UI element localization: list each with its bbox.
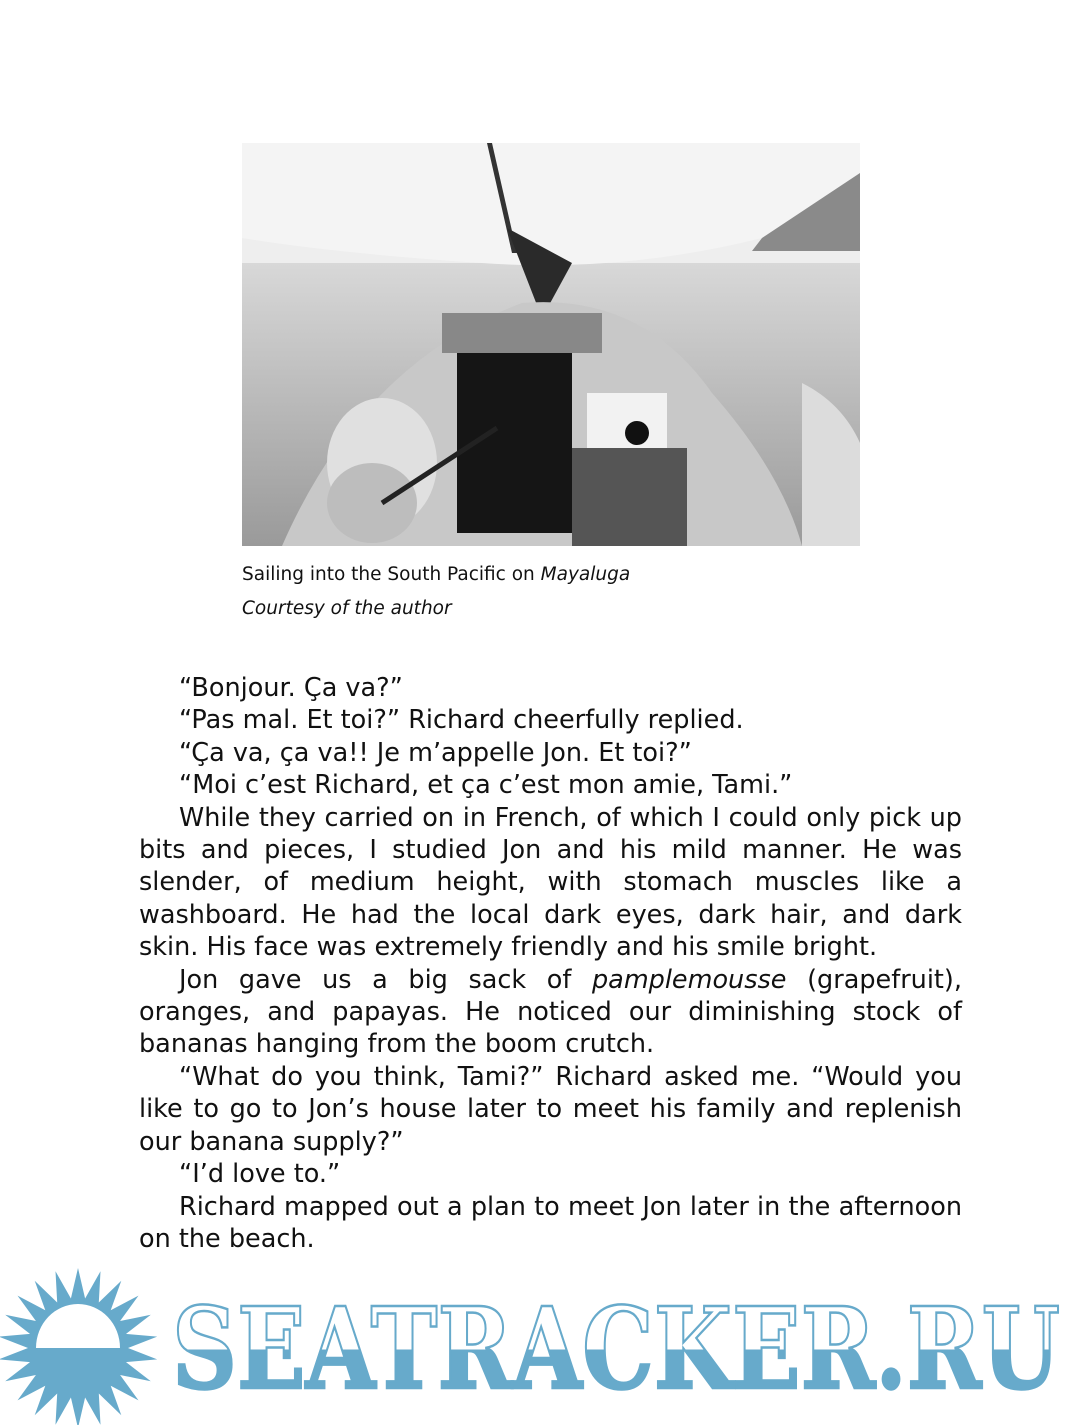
paragraph: “Ça va, ça va!! Je m’appelle Jon. Et toi?” (179, 737, 692, 768)
story-text (139, 672, 962, 1255)
sun-logo-icon (0, 1268, 157, 1425)
caption-vessel-name: Mayaluga (540, 564, 631, 585)
paragraph: “Pas mal. Et toi?” Richard cheerfully replied. (179, 705, 744, 736)
paragraph (139, 964, 962, 1061)
photo-caption (242, 564, 630, 585)
sailboat-photo (242, 143, 860, 546)
caption-text: Sailing into the South Pacific on (242, 564, 541, 585)
paragraph: “What do you think, Tami?” Richard asked me. “Would you like to go to Jon’s house later to meet his family and replenish our banana supply?” (139, 1061, 962, 1157)
paragraph: While they carried on in French, of which I could only pick up bits and pieces, I studied Jon and his mild manner. He was slender, of medium height, with stomach muscles like a washboard. He had the local dark eyes, dark hair, and dark skin. His face was extremely friendly and his smile bright. (139, 802, 962, 963)
photo-credit: Courtesy of the author (242, 598, 452, 619)
seatracker-watermark (0, 1262, 1080, 1425)
text-run: Jon gave us a big sack of (179, 964, 592, 995)
watermark-text: SEATRACKER.RU (172, 1284, 1060, 1415)
paragraph: “Moi c’est Richard, et ça c’est mon amie, Tami.” (179, 770, 793, 801)
italic-term: pamplemousse (592, 964, 787, 995)
paragraph: “Bonjour. Ça va?” (179, 673, 403, 703)
paragraph: “I’d love to.” (179, 1159, 341, 1190)
paragraph: Richard mapped out a plan to meet Jon later in the afternoon on the beach. (139, 1191, 962, 1254)
text-run: (grapefruit), oranges, and papayas. He noticed our diminishing stock of bananas hanging from the boom crutch. (139, 964, 962, 1060)
